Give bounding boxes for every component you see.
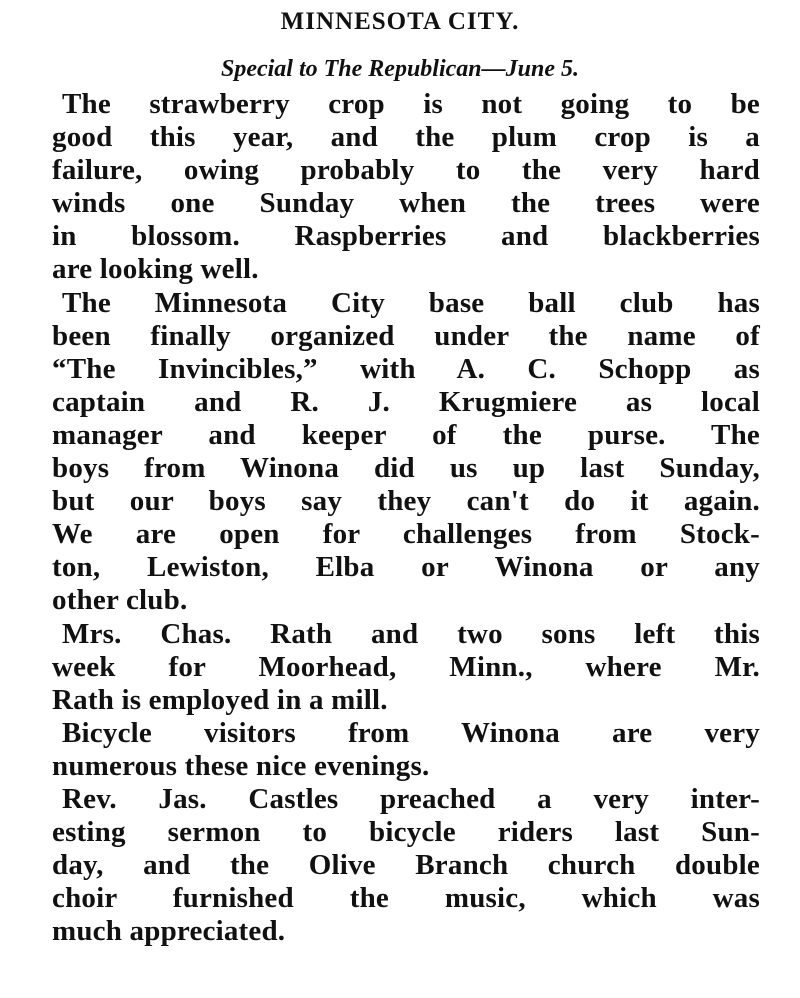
text-line: failure, owing probably to the very hard [52,154,760,187]
text-line: winds one Sunday when the trees were [52,187,760,220]
text-line: manager and keeper of the purse. The [52,418,760,451]
text-line: ton, Lewiston, Elba or Winona or any [52,551,760,584]
article-subtitle: Special to The Republican—June 5. [220,56,579,82]
text-line: much appreciated. [52,915,286,948]
text-line: been finally organized under the name of [52,319,760,352]
text-line: but our boys say they can't do it again. [52,485,760,518]
text-line: Mrs. Chas. Rath and two sons left this [62,617,760,650]
text-line: week for Moorhead, Minn., where Mr. [52,650,760,683]
text-line: numerous these nice evenings. [52,749,430,782]
text-line: other club. [52,584,188,617]
text-line: captain and R. J. Krugmiere as local [52,385,760,418]
text-line: Rath is employed in a mill. [52,683,388,716]
text-line: The strawberry crop is not going to be [62,88,760,120]
text-line: are looking well. [52,253,259,286]
article-title: MINNESOTA CITY. [280,8,520,35]
text-line: esting sermon to bicycle riders last Sun- [52,816,760,849]
text-line: choir furnished the music, which was [52,882,760,915]
text-line: good this year, and the plum crop is a [52,121,760,154]
text-line: in blossom. Raspberries and blackberries [52,220,760,253]
text-line: Rev. Jas. Castles preached a very inter- [62,782,760,815]
text-line: boys from Winona did us up last Sunday, [52,452,760,485]
text-line: Bicycle visitors from Winona are very [62,716,760,749]
text-line: We are open for challenges from Stock- [52,518,760,551]
text-line: The Minnesota City base ball club has [62,286,760,319]
article-body [52,88,760,948]
text-line: “The Invincibles,” with A. C. Schopp as [52,352,760,385]
text-line: day, and the Olive Branch church double [52,849,760,882]
